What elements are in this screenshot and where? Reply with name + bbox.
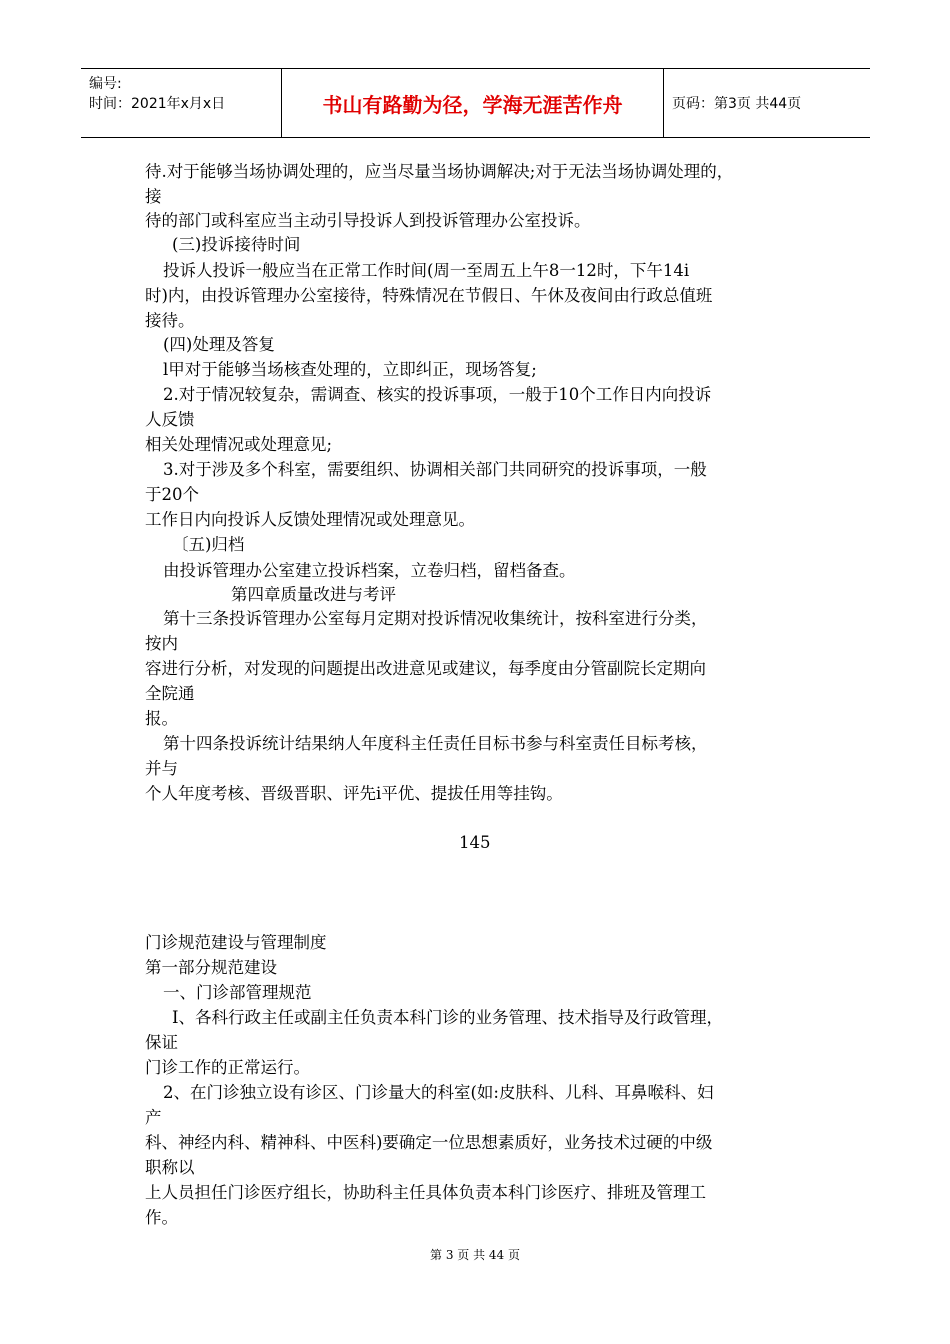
body-line: 门诊工作的正常运行。 [145, 1058, 310, 1077]
body-line: 并与 [145, 759, 178, 778]
part-heading: 第一部分规范建设 [145, 958, 277, 977]
section-heading: (三)投诉接待时间 [172, 235, 301, 254]
section-heading: 一、门诊部管理规范 [163, 983, 312, 1002]
body-line: 接 [145, 187, 162, 206]
body-line: 科、神经内科、精神科、中医科)要确定一位思想素质好，业务技术过硬的中级 [145, 1133, 713, 1152]
body-line: 人反馈 [145, 410, 195, 429]
body-line: 投诉人投诉一般应当在正常工作时间(周一至周五上午8一12时，下午14i [163, 261, 690, 280]
body-line: 报。 [145, 709, 178, 728]
body-line: 3.对于涉及多个科室，需要组织、协调相关部门共同研究的投诉事项，一般 [163, 460, 707, 479]
document-title: 门诊规范建设与管理制度 [145, 933, 327, 952]
body-line: 2.对于情况较复杂，需调查、核实的投诉事项，一般于10个工作日内向投诉 [163, 385, 712, 404]
body-line: 职称以 [145, 1158, 195, 1177]
body-line: 保证 [145, 1033, 178, 1052]
body-line: 全院通 [145, 684, 195, 703]
header-number: 编号: [89, 76, 122, 92]
body-line: 工作日内向投诉人反馈处理情况或处理意见。 [145, 510, 475, 529]
body-line: 由投诉管理办公室建立投诉档案，立卷归档，留档备查。 [163, 561, 576, 580]
body-line: 2、在门诊独立设有诊区、门诊量大的科室(如:皮肤科、儿科、耳鼻喉科、妇 [163, 1083, 714, 1102]
body-line: 上人员担任门诊医疗组长，协助科主任具体负责本科门诊医疗、排班及管理工 [145, 1183, 706, 1202]
body-line: 接待。 [145, 311, 195, 330]
body-line: 个人年度考核、晋级晋职、评先i平优、提拔任用等挂钩。 [145, 784, 563, 803]
body-line: 第十四条投诉统计结果纳人年度科主任责任目标书参与科室责任目标考核， [163, 734, 708, 753]
body-line: 第十三条投诉管理办公室每月定期对投诉情况收集统计，按科室进行分类， [163, 609, 708, 628]
header-info-cell [81, 69, 282, 137]
section-heading: (四)处理及答复 [163, 335, 275, 354]
body-line: 时)内，由投诉管理办公室接待，特殊情况在节假日、午休及夜间由行政总值班 [145, 286, 713, 305]
body-line: 待.对于能够当场协调处理的，应当尽量当场协调解决;对于无法当场协调处理的， [145, 162, 734, 181]
body-line: I、各科行政主任或副主任负责本科门诊的业务管理、技术指导及行政管理， [172, 1008, 724, 1027]
body-line: l甲对于能够当场核查处理的，立即纠正，现场答复; [163, 360, 537, 379]
body-line: 容进行分析，对发现的问题提出改进意见或建议，每季度由分管副院长定期向 [145, 659, 706, 678]
body-line: 于20个 [145, 485, 199, 504]
body-line: 待的部门或科室应当主动引导投诉人到投诉管理办公室投诉。 [145, 211, 591, 230]
body-line: 产 [145, 1108, 162, 1127]
header-date: 时间：2021年x月x日 [89, 96, 226, 112]
document-header [81, 68, 870, 138]
page-footer: 第 3 页 共 44 页 [430, 1248, 520, 1262]
body-line: 按内 [145, 634, 178, 653]
body-line: 作。 [145, 1208, 178, 1227]
inner-page-number: 145 [459, 833, 491, 852]
section-heading: 〔五)归档 [172, 535, 245, 554]
header-page-cell [664, 69, 870, 137]
header-page-number: 页码：第3页 共44页 [672, 96, 802, 112]
header-slogan: 书山有路勤为径，学海无涯苦作舟 [282, 69, 664, 137]
body-line: 相关处理情况或处理意见; [145, 435, 333, 454]
chapter-heading: 第四章质量改进与考评 [231, 585, 396, 604]
